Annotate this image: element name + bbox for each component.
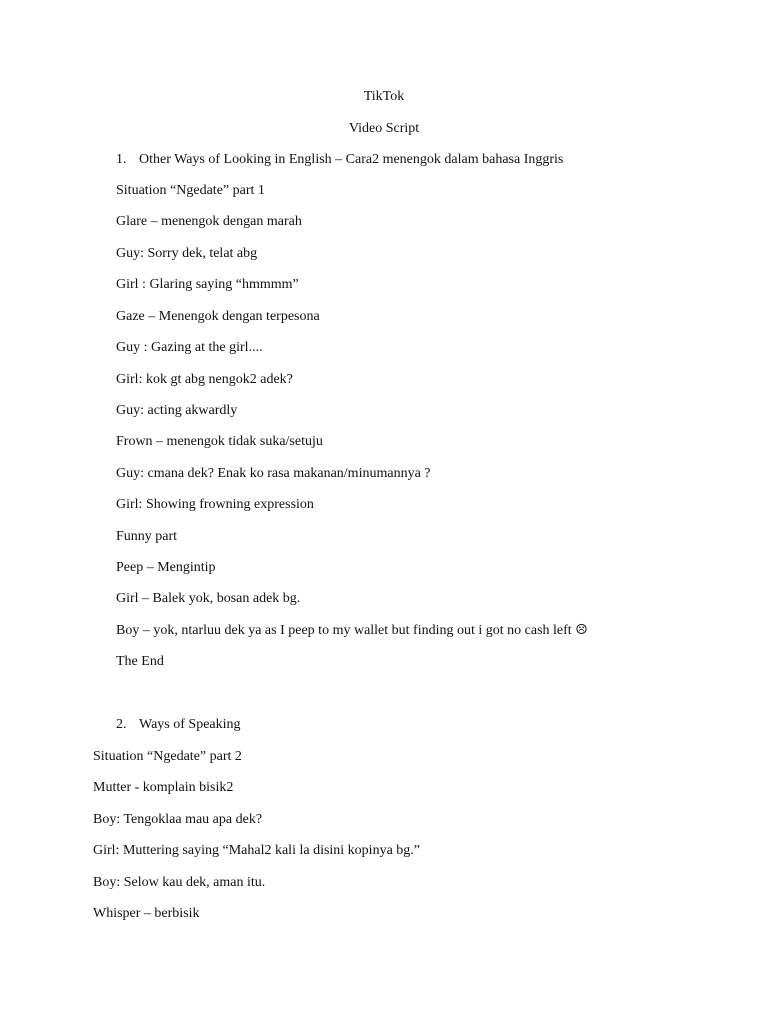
section-1-line: Situation “Ngedate” part 1 — [116, 183, 265, 198]
section-2-line: Boy: Tengoklaa mau apa dek? — [93, 812, 263, 827]
section-1-line: Glare – menengok dengan marah — [116, 214, 302, 229]
section-1-line: Girl : Glaring saying “hmmmm” — [116, 277, 299, 292]
document-title: TikTok — [363, 89, 405, 104]
section-2-heading: Ways of Speaking — [139, 717, 241, 732]
section-2-line: Boy: Selow kau dek, aman itu. — [93, 875, 266, 890]
section-2-line: Whisper – berbisik — [93, 906, 200, 921]
section-1-line: Guy : Gazing at the girl.... — [116, 340, 263, 355]
section-1-line: Girl: kok gt abg nengok2 adek? — [116, 372, 293, 387]
section-1-line: Boy – yok, ntarluu dek ya as I peep to my wallet but finding out i got no cash left ☹ — [116, 623, 588, 638]
section-1-line: Guy: cmana dek? Enak ko rasa makanan/minumannya ? — [116, 466, 431, 481]
section-1-line: Gaze – Menengok dengan terpesona — [116, 309, 320, 324]
section-1-line: The End — [116, 654, 164, 669]
section-1-line: Guy: acting akwardly — [116, 403, 238, 418]
section-1-line: Girl: Showing frowning expression — [116, 497, 314, 512]
section-1-heading: Other Ways of Looking in English – Cara2 menengok dalam bahasa Inggris — [139, 152, 564, 167]
document-subtitle: Video Script — [348, 121, 420, 136]
section-1-line: Funny part — [116, 529, 178, 544]
section-1-line: Girl – Balek yok, bosan adek bg. — [116, 591, 301, 606]
section-2-line: Mutter - komplain bisik2 — [93, 780, 234, 795]
section-2-number: 2. — [116, 717, 127, 732]
section-1-number: 1. — [116, 152, 127, 167]
section-2-line: Girl: Muttering saying “Mahal2 kali la disini kopinya bg.” — [93, 843, 420, 858]
section-2-line: Situation “Ngedate” part 2 — [93, 749, 242, 764]
section-1-line: Peep – Mengintip — [116, 560, 216, 575]
section-1-line: Frown – menengok tidak suka/setuju — [116, 434, 323, 449]
section-1-line: Guy: Sorry dek, telat abg — [116, 246, 258, 261]
